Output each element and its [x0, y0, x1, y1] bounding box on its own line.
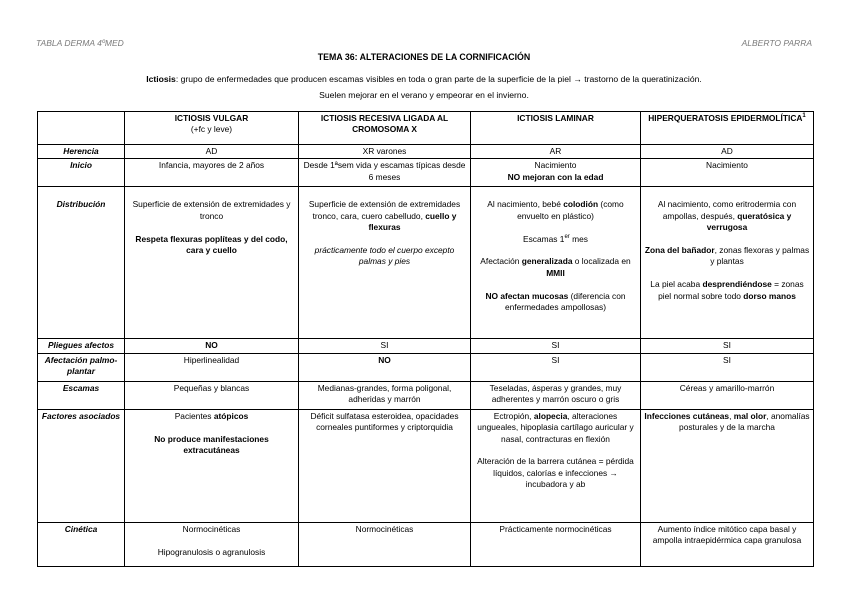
cell: Pacientes atópicos No produce manifestaciones extracutáneas — [125, 409, 299, 522]
cell: Nacimiento — [641, 159, 814, 187]
intro-definition: : grupo de enfermedades que producen escamas visibles en toda o gran parte de la superficie de la piel → trastorno de la queratinización. — [175, 74, 702, 84]
cell: Prácticamente normocinéticas — [471, 522, 641, 566]
row-factores — [38, 409, 814, 522]
cell: Ectropión, alopecia, alteraciones ungueales, hipoplasia cartílago auricular y nasal, contracturas en flexión Alteración de la barrera cutánea = pérdida líquidos, calorías e infecciones → incubadora y ab — [471, 409, 641, 522]
cell: Infecciones cutáneas, mal olor, anomalías posturales y de la marcha — [641, 409, 814, 522]
page-title: TEMA 36: ALTERACIONES DE LA CORNIFICACIÓN — [317, 52, 531, 62]
intro-line-1 — [0, 71, 848, 87]
cell: Al nacimiento, como eritrodermia con ampollas, después, queratósica y verrugosa Zona del bañador, zonas flexoras y palmas y plantas La piel acaba desprendiéndose = zonas piel normal sobre todo dorso manos — [641, 187, 814, 339]
cell: Déficit sulfatasa esteroidea, opacidades corneales puntiformes y criptorquidia — [299, 409, 471, 522]
row-distribucion — [38, 187, 814, 339]
corner-cell — [38, 112, 125, 145]
cell: Normocinéticas — [299, 522, 471, 566]
row-label-factores: Factores asociados — [38, 409, 125, 522]
cell: NO — [125, 339, 299, 353]
row-escamas — [38, 381, 814, 409]
cell: SI — [471, 353, 641, 381]
cell: Al nacimiento, bebé colodión (como envuelto en plástico) Escamas 1er mes Afectación generalizada o localizada en MMII NO afectan mucosas (diferencia con enfermedades ampollosas) — [471, 187, 641, 339]
cell: Teseladas, ásperas y grandes, muy adherentes y marrón oscuro o gris — [471, 381, 641, 409]
cell: Superficie de extensión de extremidades tronco, cara, cuero cabelludo, cuello y flexuras prácticamente todo el cuerpo excepto palmas y pies — [299, 187, 471, 339]
cell: SI — [641, 353, 814, 381]
cell: AD — [641, 145, 814, 159]
cell: Céreas y amarillo-marrón — [641, 381, 814, 409]
cell: Infancia, mayores de 2 años — [125, 159, 299, 187]
row-label-pliegues: Pliegues afectos — [38, 339, 125, 353]
cell: Hiperlinealidad — [125, 353, 299, 381]
cell: Medianas-grandes, forma poligonal, adheridas y marrón — [299, 381, 471, 409]
cell: SI — [471, 339, 641, 353]
header-row — [38, 112, 814, 145]
intro-text — [0, 71, 848, 103]
row-inicio — [38, 159, 814, 187]
cell: AR — [471, 145, 641, 159]
row-cinetica — [38, 522, 814, 566]
cell: SI — [299, 339, 471, 353]
cell: Superficie de extensión de extremidades y tronco Respeta flexuras poplíteas y del codo, cara y cuello — [125, 187, 299, 339]
col-header-ictiosis-recesiva: ICTIOSIS RECESIVA LIGADA AL CROMOSOMA X — [299, 112, 471, 145]
intro-term: Ictiosis — [146, 74, 176, 84]
row-label-herencia: Herencia — [38, 145, 125, 159]
col-header-ictiosis-laminar: ICTIOSIS LAMINAR — [471, 112, 641, 145]
intro-line-2: Suelen mejorar en el verano y empeorar en el invierno. — [319, 90, 529, 100]
cell: Aumento índice mitótico capa basal y ampolla intraepidérmica capa granulosa — [641, 522, 814, 566]
cell: NO — [299, 353, 471, 381]
cell: SI — [641, 339, 814, 353]
ichthyosis-table — [37, 111, 814, 567]
cell: Pequeñas y blancas — [125, 381, 299, 409]
cell: Desde 1ªsem vida y escamas típicas desde 6 meses — [299, 159, 471, 187]
row-pliegues — [38, 339, 814, 353]
row-label-escamas: Escamas — [38, 381, 125, 409]
header-right: ALBERTO PARRA — [741, 38, 812, 48]
row-label-palmo-plantar: Afectación palmo-plantar — [38, 353, 125, 381]
col-header-hiperqueratosis: HIPERQUERATOSIS EPIDERMOLÍTICA$^1$ — [641, 112, 814, 145]
row-palmo-plantar — [38, 353, 814, 381]
cell: Nacimiento NO mejoran con la edad — [471, 159, 641, 187]
row-label-inicio: Inicio — [38, 159, 125, 187]
cell: XR varones — [299, 145, 471, 159]
row-label-distribucion: Distribución — [38, 187, 125, 339]
header-left: TABLA DERMA 4ºMED — [36, 38, 124, 48]
row-label-cinetica: Cinética — [38, 522, 125, 566]
col-header-ictiosis-vulgar: ICTIOSIS VULGAR (+fc y leve) — [125, 112, 299, 145]
cell: Normocinéticas Hipogranulosis o agranulosis — [125, 522, 299, 566]
cell: AD — [125, 145, 299, 159]
row-herencia — [38, 145, 814, 159]
